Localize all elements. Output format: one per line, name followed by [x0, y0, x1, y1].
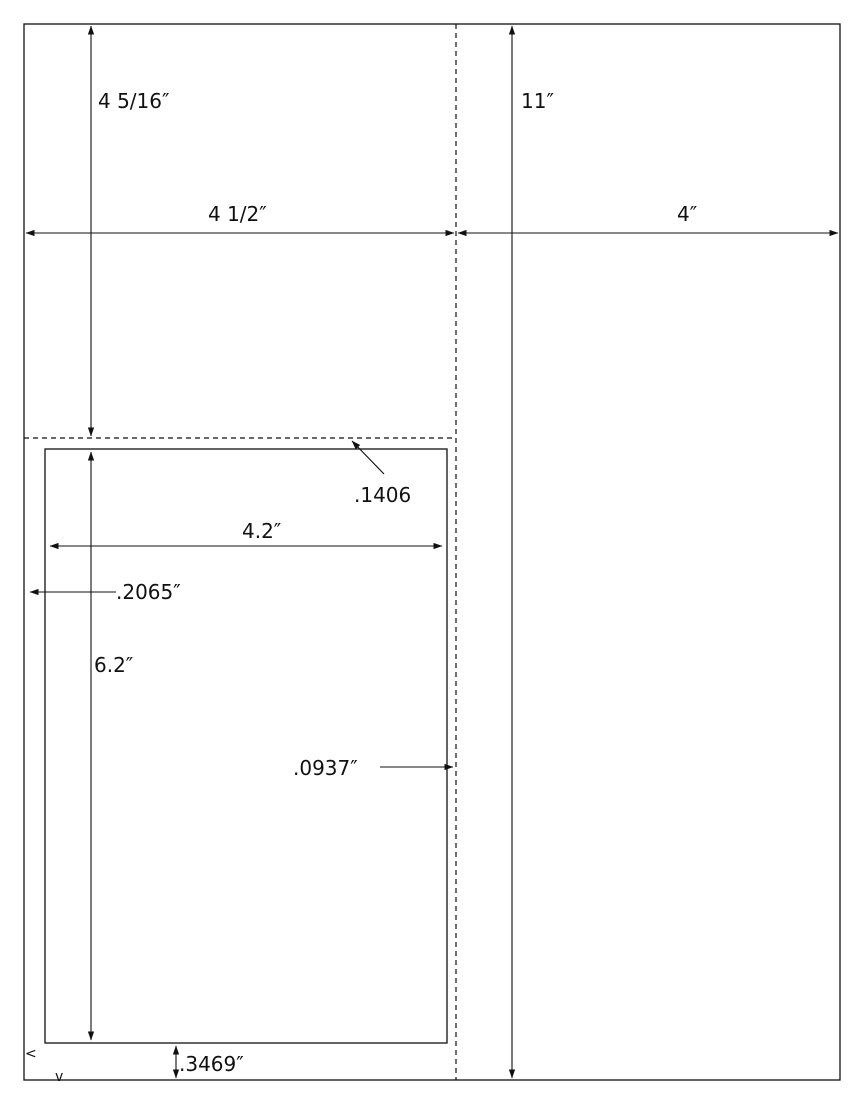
top-gap-leader — [352, 441, 384, 474]
top-margin-height-label: 4 5/16″ — [98, 89, 170, 113]
bottom-gap-label: .3469″ — [179, 1052, 244, 1076]
sheet-height-label: 11″ — [521, 89, 554, 113]
left-panel-width-label: 4 1/2″ — [208, 202, 267, 226]
right-panel-width-label: 4″ — [677, 202, 698, 226]
corner-mark-left: < — [25, 1046, 37, 1062]
right-gap-label: .0937″ — [293, 756, 358, 780]
corner-mark-down: v — [55, 1069, 64, 1085]
top-gap-label: .1406 — [354, 483, 412, 507]
label-height-label: 6.2″ — [94, 653, 134, 677]
left-gap-label: .2065″ — [116, 580, 181, 604]
label-width-label: 4.2″ — [242, 519, 282, 543]
sheet-outline — [24, 24, 840, 1080]
